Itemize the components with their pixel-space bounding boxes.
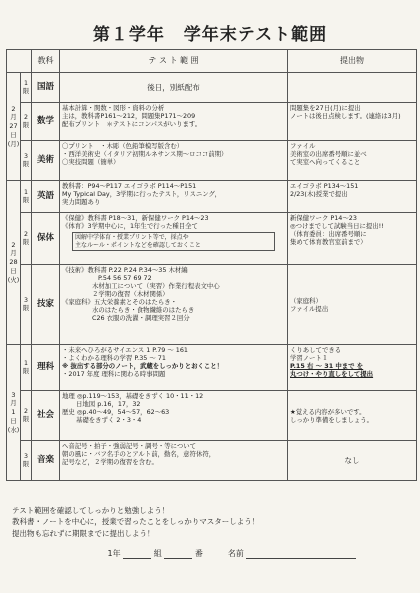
- table-row: [7, 73, 417, 103]
- submit-cell: 新保健ワーク P14～23 ◎つけまでして試験当日に提出!! （体育委員：出席番号順に 集めて体育教官室前まで）: [288, 213, 417, 265]
- title-name: 学年末テスト範囲: [183, 25, 328, 45]
- name-label: 名前: [227, 549, 244, 558]
- period: 3限: [21, 265, 32, 345]
- submit-cell: ファイル 美術室の出席番号順に並べ て実室へ向ってくること: [288, 141, 417, 181]
- range-cell: 《保健》教科書 P18～31，新保健ワーク P14～23 《体育》3学期中心に，1年生で行った種目全て 図解中学体育・授業プリント等で，採点や 主なルール・ポイントなどを確認しておくこと: [60, 213, 288, 265]
- submit-cell: ★覚える内容が多いです。 しっかり準備をしましょう。: [288, 391, 417, 441]
- number-field[interactable]: [164, 549, 192, 559]
- table-row: [7, 141, 417, 181]
- class-label: 組: [153, 549, 162, 558]
- table-row: [7, 181, 417, 213]
- submit-cell: 問題集を27日(月)に提出 ノートは後日点検します。(連絡は3月): [288, 103, 417, 141]
- table-header-row: [7, 50, 417, 73]
- range-cell: 《技術》教科書 P.22 P.24 P.34～35 木材編 P.54 56 57 69 72 木材加工について（実習）作業行程表文中心 ２学期の復習（木材関係） 《家庭科》五大栄養素とそのはたらき・ 水のはたらき・食物繊維のはたらき C26 衣服の洗濯・調理実習２回分: [60, 265, 288, 345]
- footer-line: 教科書・ノートを中心に，授業で習ったことをしっかりマスターしよう！: [12, 517, 260, 527]
- test-range-table: [6, 49, 417, 481]
- subject: 数学: [32, 103, 60, 141]
- period: 2限: [21, 213, 32, 265]
- table-row: [7, 265, 417, 345]
- table-row: [7, 441, 417, 481]
- name-field[interactable]: [246, 549, 356, 559]
- table-row: [7, 103, 417, 141]
- period: 2限: [21, 391, 32, 441]
- footer-line: 提出物も忘れずに期限までに提出しよう！: [12, 528, 155, 538]
- range-cell: へ音記号・拍子・強弱記号・調号・等について 朝の風に・バフ名手のとアルト前，勤名，意符休符， 記号など，２学期の復習を含む。: [60, 441, 288, 481]
- table-row: [7, 391, 417, 441]
- range-cell: 教科書：P94～P117 エイゴラボ P114～P151 My Typical Day，3学期に行ったテスト，リスニング， 実力問題あり: [60, 181, 288, 213]
- period: 1限: [21, 181, 32, 213]
- range-cell: 基本計算・関数・図形・資料の分析 主は，教科書P161～212，問題集P171～209 配布プリント ＊テストにコンパスがいります。: [60, 103, 288, 141]
- header-range: テ ス ト 範 囲: [60, 50, 288, 73]
- period: 1限: [21, 345, 32, 391]
- number-label: 番: [194, 549, 203, 558]
- pe-note-box: 図解中学体育・授業プリント等で，採点や 主なルール・ポイントなどを確認しておくこと: [72, 232, 275, 251]
- period: 2限: [21, 103, 32, 141]
- subject: 技家: [32, 265, 60, 345]
- period: 1限: [21, 73, 32, 103]
- subject: 保体: [32, 213, 60, 265]
- period: 3限: [21, 441, 32, 481]
- page-title: [0, 20, 420, 45]
- submit-cell: エイゴラボ P134～151 2/23(木)授業で提出: [288, 181, 417, 213]
- grade-label: 1年: [107, 549, 121, 558]
- table-row: [7, 345, 417, 391]
- subject: 国語: [32, 73, 60, 103]
- footer-notes: [12, 505, 412, 539]
- submit-cell: （家庭科） ファイル提出: [288, 265, 417, 345]
- subject: 美術: [32, 141, 60, 181]
- period: 3限: [21, 141, 32, 181]
- submit-cell: なし: [288, 441, 417, 481]
- submit-cell: くりあしてできる 学習ノート１ P.15 右 ～ 31 中まで を 丸つけ・やり直しをして提出: [288, 345, 417, 391]
- day-2-date: 2 月 28 日 (火): [7, 181, 21, 345]
- range-cell: ・未来へひろがるサイエンス 1 P.79 ～ 161 ・よくわかる理科の学習 P.35 ～ 71 ※ 抜出する部分のノート，武蔵をしっかりとおくこと！ ・2017 年度 理科に関わる時事問題: [60, 345, 288, 391]
- name-line: [105, 548, 356, 559]
- submit-cell: [288, 73, 417, 103]
- day-3-date: 3 月 1 日 (水): [7, 345, 21, 481]
- range-cell: 後日，別紙配布: [60, 73, 288, 103]
- subject: 社会: [32, 391, 60, 441]
- class-field[interactable]: [123, 549, 151, 559]
- day-1-date: 2 月 27 日 (月): [7, 73, 21, 181]
- table-row: [7, 213, 417, 265]
- subject: 英語: [32, 181, 60, 213]
- subject: 理科: [32, 345, 60, 391]
- footer-line: テスト範囲を確認してしっかりと勉強しよう！: [12, 506, 170, 515]
- subject: 音楽: [32, 441, 60, 481]
- range-cell: 地理 ◎p.119～153，基礎をきずく 10・11・12 日地図 p.16，17，32 歴史 ◎p.40～49，54～57，62～63 基礎をきずく 2・3・4: [60, 391, 288, 441]
- header-submit: 提出物: [288, 50, 417, 73]
- header-subject: 教科: [32, 50, 60, 73]
- title-grade: 第１学年: [92, 25, 165, 45]
- range-cell: 〇プリント ・木彫（色鉛筆模写版含む） ・西洋美術史（イタリア初期ルネサンス期～ロココ前期） 〇実技問題（簡単）: [60, 141, 288, 181]
